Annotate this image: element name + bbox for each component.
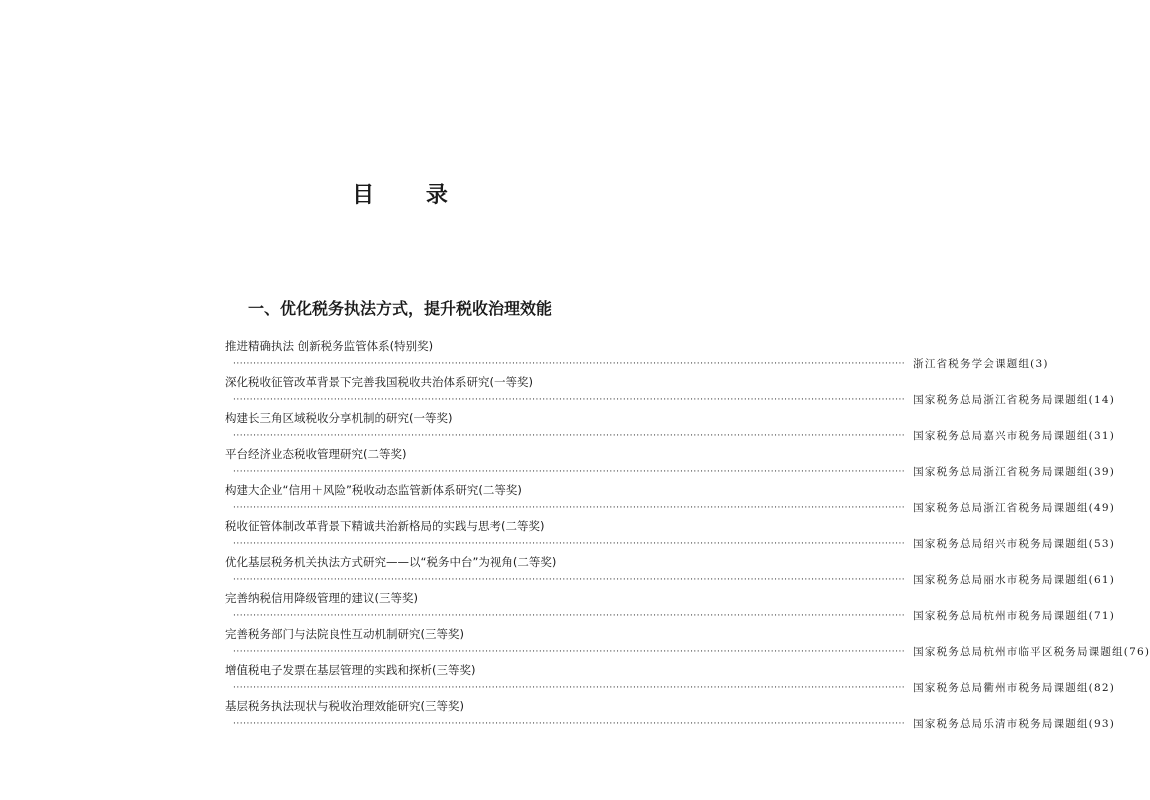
entry-title: 增值税电子发票在基层管理的实践和探析(三等奖) xyxy=(225,663,476,677)
entry-page: (14) xyxy=(1088,394,1116,406)
toc-entry[interactable] xyxy=(225,481,1116,517)
entry-author: 国家税务总局衢州市税务局课题组(82) xyxy=(913,682,1116,694)
dot-leader: ········································································································································································································ xyxy=(233,683,906,693)
entry-title: 完善纳税信用降级管理的建议(三等奖) xyxy=(225,591,418,605)
toc-entry[interactable] xyxy=(225,589,1116,625)
dot-leader: ········································································································································································································ xyxy=(233,611,906,621)
dot-leader: ········································································································································································································ xyxy=(233,431,906,441)
entry-page: (71) xyxy=(1088,610,1116,622)
entry-author: 国家税务总局绍兴市税务局课题组(53) xyxy=(913,538,1116,550)
section-heading: 一、优化税务执法方式，提升税收治理效能 xyxy=(247,299,552,318)
toc-entry[interactable] xyxy=(225,337,1049,373)
entry-title: 完善税务部门与法院良性互动机制研究(三等奖) xyxy=(225,627,464,641)
entry-author: 国家税务总局乐清市税务局课题组(93) xyxy=(913,718,1116,730)
toc-entry[interactable] xyxy=(225,625,1150,661)
entry-page: (3) xyxy=(1030,358,1049,370)
table-of-contents xyxy=(225,337,1150,733)
entry-title: 平台经济业态税收管理研究(二等奖) xyxy=(225,447,407,461)
toc-entry[interactable] xyxy=(225,697,1116,733)
entry-page: (49) xyxy=(1088,502,1116,514)
toc-entry[interactable] xyxy=(225,553,1116,589)
entry-page: (31) xyxy=(1088,430,1116,442)
entry-title: 基层税务执法现状与税收治理效能研究(三等奖) xyxy=(225,699,464,713)
toc-entry[interactable] xyxy=(225,661,1116,697)
toc-entry[interactable] xyxy=(225,373,1116,409)
entry-author: 国家税务总局丽水市税务局课题组(61) xyxy=(913,574,1116,586)
entry-title: 构建长三角区域税收分享机制的研究(一等奖) xyxy=(225,411,453,425)
toc-entry[interactable] xyxy=(225,517,1116,553)
dot-leader: ········································································································································································································ xyxy=(233,539,906,549)
entry-title: 深化税收征管改革背景下完善我国税收共治体系研究(一等奖) xyxy=(225,375,533,389)
entry-title: 优化基层税务机关执法方式研究——以“税务中台”为视角(二等奖) xyxy=(225,555,557,569)
entry-page: (76) xyxy=(1123,646,1150,658)
entry-title: 构建大企业“信用＋风险”税收动态监管新体系研究(二等奖) xyxy=(225,483,522,497)
entry-author: 国家税务总局浙江省税务局课题组(49) xyxy=(913,502,1116,514)
entry-page: (39) xyxy=(1088,466,1116,478)
dot-leader: ········································································································································································································ xyxy=(233,575,906,585)
entry-author: 浙江省税务学会课题组(3) xyxy=(913,358,1049,370)
toc-entry[interactable] xyxy=(225,409,1116,445)
entry-page: (93) xyxy=(1088,718,1116,730)
page-title: 目 录 xyxy=(352,182,470,208)
entry-author: 国家税务总局杭州市临平区税务局课题组(76) xyxy=(913,646,1150,658)
entry-title: 税收征管体制改革背景下精诚共治新格局的实践与思考(二等奖) xyxy=(225,519,545,533)
entry-author: 国家税务总局浙江省税务局课题组(14) xyxy=(913,394,1116,406)
dot-leader: ········································································································································································································ xyxy=(233,467,906,477)
entry-page: (53) xyxy=(1088,538,1116,550)
dot-leader: ········································································································································································································ xyxy=(233,647,906,657)
entry-author: 国家税务总局嘉兴市税务局课题组(31) xyxy=(913,430,1116,442)
dot-leader: ········································································································································································································ xyxy=(233,719,906,729)
dot-leader: ········································································································································································································ xyxy=(233,503,906,513)
entry-page: (61) xyxy=(1088,574,1116,586)
dot-leader: ········································································································································································································ xyxy=(233,395,906,405)
entry-author: 国家税务总局杭州市税务局课题组(71) xyxy=(913,610,1116,622)
entry-author: 国家税务总局浙江省税务局课题组(39) xyxy=(913,466,1116,478)
dot-leader: ········································································································································································································ xyxy=(233,359,906,369)
entry-page: (82) xyxy=(1088,682,1116,694)
entry-title: 推进精确执法 创新税务监管体系(特别奖) xyxy=(225,339,434,353)
toc-entry[interactable] xyxy=(225,445,1116,481)
